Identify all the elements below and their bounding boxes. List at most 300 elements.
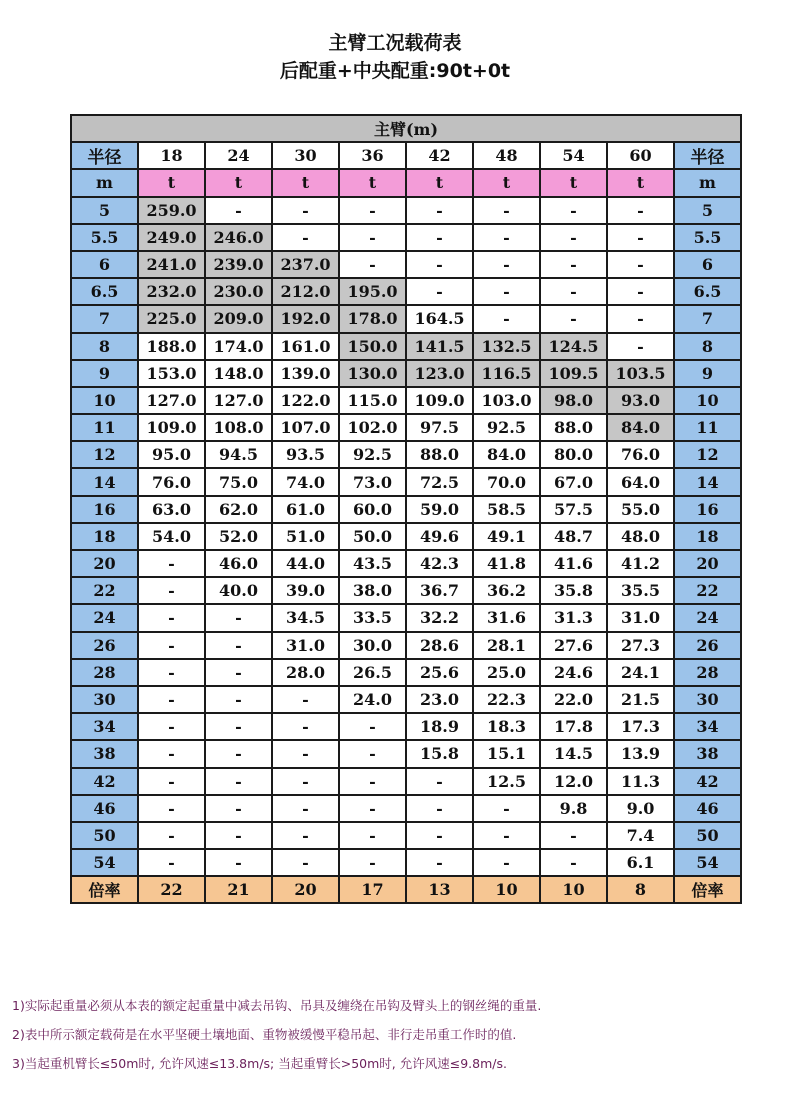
load-cell: -	[205, 197, 272, 224]
load-cell: -	[138, 550, 205, 577]
load-cell: 21.5	[607, 686, 674, 713]
load-cell: 174.0	[205, 333, 272, 360]
load-cell: -	[272, 822, 339, 849]
load-cell: -	[272, 197, 339, 224]
load-cell: -	[205, 740, 272, 767]
table-row	[71, 577, 741, 604]
radius-cell: 9	[71, 360, 138, 387]
load-cell: 28.6	[406, 632, 473, 659]
load-cell: -	[406, 822, 473, 849]
radius-cell: 22	[71, 577, 138, 604]
rate-label: 倍率	[71, 876, 138, 903]
note-line: 3)当起重机臂长≤50m时, 允许风速≤13.8m/s; 当起重臂长>50m时, 允许风速≤9.8m/s.	[12, 1056, 507, 1071]
load-cell: 239.0	[205, 251, 272, 278]
load-cell: -	[473, 305, 540, 332]
boom-header-row	[71, 115, 741, 142]
load-cell: 148.0	[205, 360, 272, 387]
load-cell: 42.3	[406, 550, 473, 577]
radius-cell-right: 9	[674, 360, 741, 387]
load-cell: 93.0	[607, 387, 674, 414]
load-unit-cell: t	[272, 169, 339, 196]
load-cell: 35.8	[540, 577, 607, 604]
load-cell: -	[272, 224, 339, 251]
load-cell: 88.0	[540, 414, 607, 441]
load-cell: -	[607, 224, 674, 251]
radius-cell: 20	[71, 550, 138, 577]
load-cell: 49.6	[406, 523, 473, 550]
radius-cell-right: 8	[674, 333, 741, 360]
load-cell: 59.0	[406, 496, 473, 523]
load-cell: 34.5	[272, 604, 339, 631]
boom-length-cell: 24	[205, 142, 272, 169]
load-cell: 73.0	[339, 468, 406, 495]
load-cell: 58.5	[473, 496, 540, 523]
load-cell: -	[272, 849, 339, 876]
load-cell: 130.0	[339, 360, 406, 387]
load-cell: -	[339, 822, 406, 849]
load-cell: 241.0	[138, 251, 205, 278]
load-cell: 109.0	[406, 387, 473, 414]
load-cell: -	[406, 224, 473, 251]
rate-cell: 10	[473, 876, 540, 903]
load-unit-cell: t	[540, 169, 607, 196]
radius-cell-right: 10	[674, 387, 741, 414]
load-cell: 48.0	[607, 523, 674, 550]
load-cell: 9.0	[607, 795, 674, 822]
load-cell: 23.0	[406, 686, 473, 713]
radius-cell-right: 16	[674, 496, 741, 523]
radius-cell-right: 28	[674, 659, 741, 686]
load-cell: -	[607, 278, 674, 305]
load-cell: 93.5	[272, 441, 339, 468]
load-cell: 67.0	[540, 468, 607, 495]
rate-cell: 20	[272, 876, 339, 903]
load-cell: 51.0	[272, 523, 339, 550]
load-cell: -	[473, 795, 540, 822]
load-cell: -	[540, 822, 607, 849]
load-cell: 22.0	[540, 686, 607, 713]
radius-cell: 8	[71, 333, 138, 360]
load-cell: -	[205, 795, 272, 822]
load-cell: 33.5	[339, 604, 406, 631]
table-row	[71, 822, 741, 849]
load-cell: 122.0	[272, 387, 339, 414]
load-cell: -	[205, 713, 272, 740]
load-cell: -	[473, 197, 540, 224]
load-unit-cell: t	[473, 169, 540, 196]
radius-cell-right: 24	[674, 604, 741, 631]
boom-length-row	[71, 142, 741, 169]
load-cell: -	[272, 740, 339, 767]
load-cell: 44.0	[272, 550, 339, 577]
load-cell: 97.5	[406, 414, 473, 441]
page-subtitle: 后配重+中央配重:90t+0t	[279, 60, 511, 82]
load-cell: -	[540, 251, 607, 278]
load-cell: 76.0	[607, 441, 674, 468]
load-cell: -	[205, 768, 272, 795]
load-cell: 225.0	[138, 305, 205, 332]
load-cell: 259.0	[138, 197, 205, 224]
load-cell: 94.5	[205, 441, 272, 468]
load-cell: -	[138, 713, 205, 740]
radius-cell-right: 18	[674, 523, 741, 550]
table-row	[71, 768, 741, 795]
table-row	[71, 740, 741, 767]
notes-section	[12, 996, 782, 1083]
load-cell: 70.0	[473, 468, 540, 495]
load-cell: -	[138, 659, 205, 686]
load-cell: 178.0	[339, 305, 406, 332]
load-cell: -	[607, 197, 674, 224]
load-cell: -	[473, 822, 540, 849]
boom-length-cell: 30	[272, 142, 339, 169]
radius-cell-right: 42	[674, 768, 741, 795]
load-cell: -	[138, 822, 205, 849]
unit-row	[71, 169, 741, 196]
load-cell: 188.0	[138, 333, 205, 360]
load-cell: -	[339, 740, 406, 767]
load-cell: -	[406, 768, 473, 795]
load-cell: 24.0	[339, 686, 406, 713]
radius-cell: 5.5	[71, 224, 138, 251]
load-cell: 41.8	[473, 550, 540, 577]
radius-cell: 28	[71, 659, 138, 686]
load-cell: 14.5	[540, 740, 607, 767]
load-cell: -	[473, 278, 540, 305]
radius-cell-right: 38	[674, 740, 741, 767]
table-row	[71, 795, 741, 822]
table-row	[71, 496, 741, 523]
load-cell: 31.0	[272, 632, 339, 659]
load-cell: 75.0	[205, 468, 272, 495]
load-cell: 26.5	[339, 659, 406, 686]
load-cell: 107.0	[272, 414, 339, 441]
load-cell: 18.3	[473, 713, 540, 740]
load-cell: 195.0	[339, 278, 406, 305]
load-cell: -	[540, 197, 607, 224]
radius-cell: 7	[71, 305, 138, 332]
radius-cell: 24	[71, 604, 138, 631]
load-cell: 12.0	[540, 768, 607, 795]
radius-cell-right: 54	[674, 849, 741, 876]
radius-cell: 6.5	[71, 278, 138, 305]
load-cell: 246.0	[205, 224, 272, 251]
load-cell: -	[540, 224, 607, 251]
load-cell: -	[138, 632, 205, 659]
load-cell: 7.4	[607, 822, 674, 849]
load-cell: 54.0	[138, 523, 205, 550]
load-cell: 24.1	[607, 659, 674, 686]
radius-cell-right: 50	[674, 822, 741, 849]
boom-length-header: 主臂(m)	[71, 115, 741, 142]
radius-cell: 42	[71, 768, 138, 795]
page-title: 主臂工况载荷表	[328, 32, 462, 54]
boom-length-cell: 36	[339, 142, 406, 169]
load-cell: 209.0	[205, 305, 272, 332]
load-unit-cell: t	[138, 169, 205, 196]
load-cell: 28.1	[473, 632, 540, 659]
load-cell: 46.0	[205, 550, 272, 577]
load-cell: -	[406, 795, 473, 822]
radius-cell: 14	[71, 468, 138, 495]
table-row	[71, 360, 741, 387]
load-cell: 49.1	[473, 523, 540, 550]
load-cell: 95.0	[138, 441, 205, 468]
load-cell: -	[205, 632, 272, 659]
load-cell: 17.3	[607, 713, 674, 740]
load-cell: -	[138, 577, 205, 604]
load-cell: 232.0	[138, 278, 205, 305]
boom-length-cell: 42	[406, 142, 473, 169]
load-cell: 27.6	[540, 632, 607, 659]
load-cell: 25.6	[406, 659, 473, 686]
boom-length-cell: 18	[138, 142, 205, 169]
load-cell: 57.5	[540, 496, 607, 523]
load-cell: 127.0	[138, 387, 205, 414]
load-cell: 31.0	[607, 604, 674, 631]
rate-cell: 10	[540, 876, 607, 903]
radius-unit-right: m	[674, 169, 741, 196]
load-cell: 161.0	[272, 333, 339, 360]
radius-cell: 34	[71, 713, 138, 740]
radius-cell-right: 26	[674, 632, 741, 659]
load-cell: -	[406, 849, 473, 876]
load-cell: -	[339, 795, 406, 822]
load-cell: 132.5	[473, 333, 540, 360]
load-unit-cell: t	[339, 169, 406, 196]
load-cell: 13.9	[607, 740, 674, 767]
load-cell: 39.0	[272, 577, 339, 604]
radius-cell-right: 5	[674, 197, 741, 224]
load-cell: 115.0	[339, 387, 406, 414]
table-row	[71, 550, 741, 577]
radius-cell-right: 30	[674, 686, 741, 713]
radius-cell-right: 7	[674, 305, 741, 332]
radius-cell: 46	[71, 795, 138, 822]
radius-cell: 18	[71, 523, 138, 550]
radius-cell-right: 34	[674, 713, 741, 740]
load-chart-table	[70, 114, 742, 904]
load-cell: -	[473, 251, 540, 278]
load-cell: 41.2	[607, 550, 674, 577]
load-cell: 123.0	[406, 360, 473, 387]
load-cell: 88.0	[406, 441, 473, 468]
load-cell: 249.0	[138, 224, 205, 251]
load-cell: -	[205, 659, 272, 686]
load-cell: 153.0	[138, 360, 205, 387]
radius-label-right: 半径	[674, 142, 741, 169]
load-cell: 28.0	[272, 659, 339, 686]
boom-length-cell: 60	[607, 142, 674, 169]
load-cell: 103.5	[607, 360, 674, 387]
load-cell: -	[406, 251, 473, 278]
load-cell: 84.0	[473, 441, 540, 468]
radius-cell-right: 20	[674, 550, 741, 577]
rate-label-right: 倍率	[674, 876, 741, 903]
table-row	[71, 387, 741, 414]
radius-cell-right: 5.5	[674, 224, 741, 251]
load-cell: 63.0	[138, 496, 205, 523]
load-cell: 141.5	[406, 333, 473, 360]
rate-cell: 8	[607, 876, 674, 903]
rate-row	[71, 876, 741, 903]
load-cell: 38.0	[339, 577, 406, 604]
load-cell: -	[272, 795, 339, 822]
load-cell: 230.0	[205, 278, 272, 305]
table-row	[71, 333, 741, 360]
table-row	[71, 604, 741, 631]
table-row	[71, 278, 741, 305]
load-cell: 43.5	[339, 550, 406, 577]
load-cell: 17.8	[540, 713, 607, 740]
radius-cell-right: 12	[674, 441, 741, 468]
load-cell: -	[607, 251, 674, 278]
load-cell: 124.5	[540, 333, 607, 360]
load-cell: 36.2	[473, 577, 540, 604]
load-cell: 30.0	[339, 632, 406, 659]
load-cell: 15.8	[406, 740, 473, 767]
load-cell: 192.0	[272, 305, 339, 332]
load-cell: -	[540, 849, 607, 876]
load-cell: 150.0	[339, 333, 406, 360]
table-row	[71, 523, 741, 550]
load-cell: -	[205, 822, 272, 849]
load-cell: 6.1	[607, 849, 674, 876]
load-cell: -	[339, 713, 406, 740]
load-cell: -	[205, 604, 272, 631]
load-cell: 103.0	[473, 387, 540, 414]
radius-cell: 50	[71, 822, 138, 849]
radius-cell-right: 6	[674, 251, 741, 278]
load-cell: -	[138, 740, 205, 767]
load-unit-cell: t	[205, 169, 272, 196]
table-row	[71, 659, 741, 686]
load-cell: 98.0	[540, 387, 607, 414]
note-line: 2)表中所示额定载荷是在水平坚硬土壤地面、重物被缓慢平稳吊起、非行走吊重工作时的值.	[12, 1027, 517, 1042]
load-cell: -	[138, 686, 205, 713]
radius-cell: 38	[71, 740, 138, 767]
load-cell: -	[473, 849, 540, 876]
table-row	[71, 224, 741, 251]
table-row	[71, 251, 741, 278]
load-cell: -	[339, 224, 406, 251]
table-row	[71, 414, 741, 441]
table-row	[71, 197, 741, 224]
load-cell: 92.5	[339, 441, 406, 468]
load-cell: -	[138, 849, 205, 876]
load-cell: 27.3	[607, 632, 674, 659]
radius-cell-right: 46	[674, 795, 741, 822]
radius-cell-right: 11	[674, 414, 741, 441]
load-cell: -	[138, 795, 205, 822]
load-cell: 32.2	[406, 604, 473, 631]
table-row	[71, 632, 741, 659]
load-unit-cell: t	[406, 169, 473, 196]
load-cell: 35.5	[607, 577, 674, 604]
load-cell: 84.0	[607, 414, 674, 441]
load-cell: 64.0	[607, 468, 674, 495]
radius-cell: 54	[71, 849, 138, 876]
load-cell: -	[339, 849, 406, 876]
radius-cell: 30	[71, 686, 138, 713]
load-cell: -	[406, 278, 473, 305]
load-cell: 80.0	[540, 441, 607, 468]
load-cell: 52.0	[205, 523, 272, 550]
load-cell: 15.1	[473, 740, 540, 767]
boom-length-cell: 48	[473, 142, 540, 169]
table-row	[71, 849, 741, 876]
table-row	[71, 468, 741, 495]
load-cell: 212.0	[272, 278, 339, 305]
load-cell: -	[138, 768, 205, 795]
load-cell: 11.3	[607, 768, 674, 795]
load-cell: -	[272, 713, 339, 740]
load-cell: -	[272, 768, 339, 795]
rate-cell: 21	[205, 876, 272, 903]
load-cell: 12.5	[473, 768, 540, 795]
radius-unit: m	[71, 169, 138, 196]
radius-cell: 10	[71, 387, 138, 414]
load-cell: 18.9	[406, 713, 473, 740]
radius-cell: 16	[71, 496, 138, 523]
radius-cell: 12	[71, 441, 138, 468]
radius-cell-right: 22	[674, 577, 741, 604]
load-cell: 76.0	[138, 468, 205, 495]
load-cell: 62.0	[205, 496, 272, 523]
load-cell: 127.0	[205, 387, 272, 414]
load-cell: 55.0	[607, 496, 674, 523]
load-cell: -	[339, 768, 406, 795]
radius-cell: 5	[71, 197, 138, 224]
load-cell: 25.0	[473, 659, 540, 686]
table-row	[71, 686, 741, 713]
radius-cell: 26	[71, 632, 138, 659]
load-cell: -	[607, 305, 674, 332]
load-cell: 48.7	[540, 523, 607, 550]
load-cell: 92.5	[473, 414, 540, 441]
load-cell: -	[272, 686, 339, 713]
load-cell: 22.3	[473, 686, 540, 713]
radius-cell-right: 14	[674, 468, 741, 495]
load-cell: 237.0	[272, 251, 339, 278]
load-cell: 31.3	[540, 604, 607, 631]
load-cell: -	[540, 305, 607, 332]
boom-length-cell: 54	[540, 142, 607, 169]
load-cell: 74.0	[272, 468, 339, 495]
load-cell: -	[205, 849, 272, 876]
load-cell: 102.0	[339, 414, 406, 441]
table-row	[71, 713, 741, 740]
load-cell: 116.5	[473, 360, 540, 387]
radius-cell-right: 6.5	[674, 278, 741, 305]
load-cell: 50.0	[339, 523, 406, 550]
load-cell: -	[406, 197, 473, 224]
rate-cell: 22	[138, 876, 205, 903]
load-cell: 164.5	[406, 305, 473, 332]
load-cell: 9.8	[540, 795, 607, 822]
load-cell: 108.0	[205, 414, 272, 441]
load-cell: -	[473, 224, 540, 251]
table-row	[71, 305, 741, 332]
table-row	[71, 441, 741, 468]
load-cell: -	[205, 686, 272, 713]
radius-cell: 11	[71, 414, 138, 441]
load-cell: -	[339, 251, 406, 278]
radius-cell: 6	[71, 251, 138, 278]
load-cell: 40.0	[205, 577, 272, 604]
load-cell: 72.5	[406, 468, 473, 495]
rate-cell: 17	[339, 876, 406, 903]
